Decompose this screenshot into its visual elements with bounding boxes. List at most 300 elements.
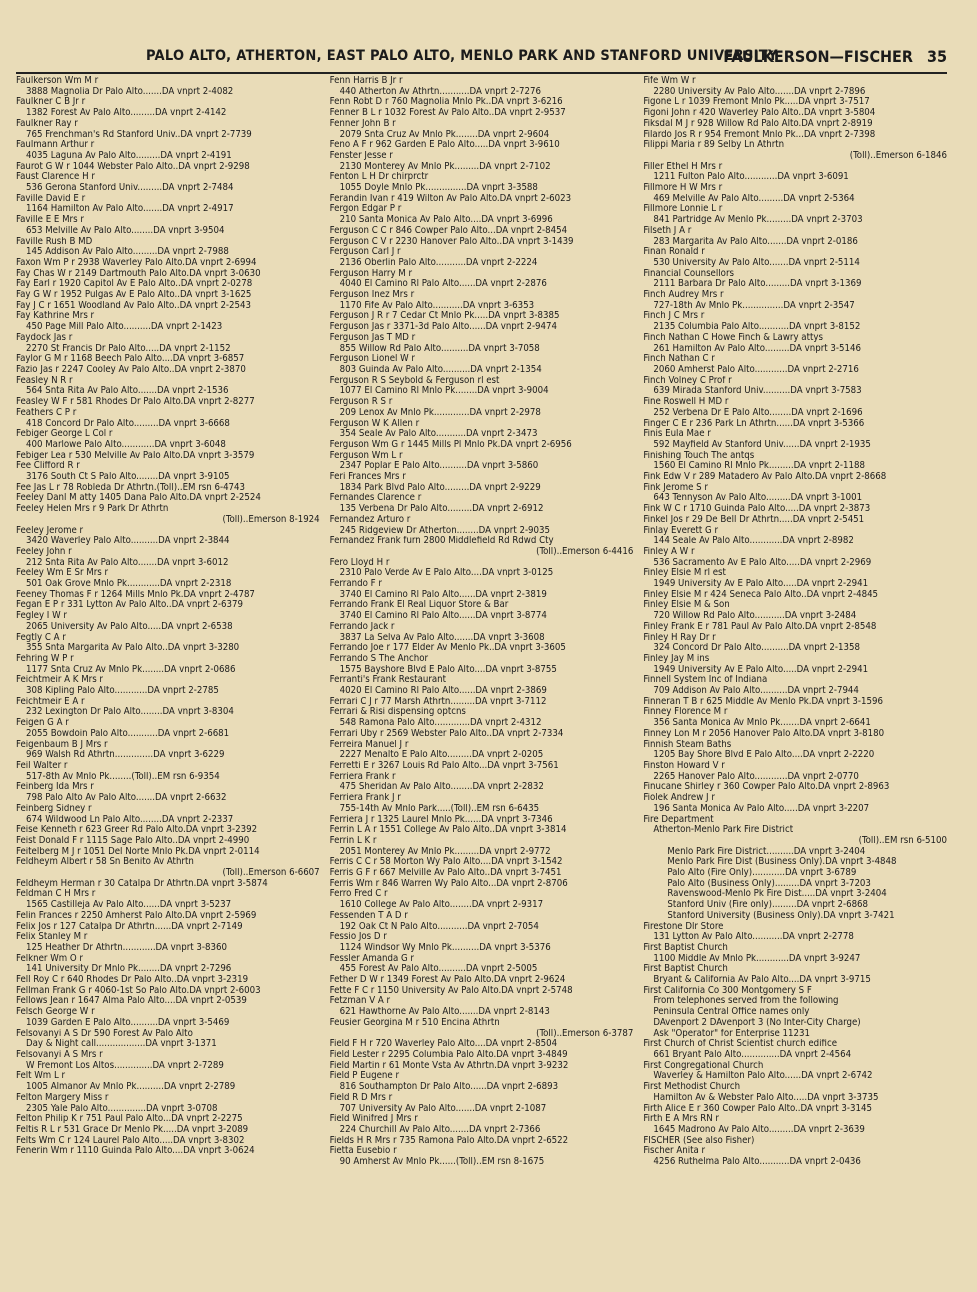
listing-line: 4035 Laguna Av Palo Alto.........DA vnprt 2-4191 xyxy=(26,150,232,161)
listing-line: 643 Tennyson Av Palo Alto.........DA vnprt 3-1001 xyxy=(653,493,863,504)
listing-line: Feeley Jerome r xyxy=(16,525,84,536)
listing-line: Ferguson Wm L r xyxy=(329,450,403,461)
directory-columns xyxy=(16,76,947,1284)
listing-line: 536 Sacramento Av E Palo Alto.....DA vnprt 2-2969 xyxy=(653,557,872,568)
listing-line: 308 Kipling Palo Alto............DA vnprt 2-2785 xyxy=(26,686,219,697)
listing-line: Fife Wm W r xyxy=(643,76,696,86)
listing-line: 501 Oak Grove Mnlo Pk............DA vnprt 2-2318 xyxy=(26,579,232,590)
listing-line: 2270 St Francis Dr Palo Alto.....DA vnprt 2-1152 xyxy=(26,343,231,354)
listing-line: 720 Willow Rd Palo Alto...........DA vnprt 3-2484 xyxy=(653,611,857,622)
listing-line: Felts Wm C r 124 Laurel Palo Alto.....DA vnprt 3-8302 xyxy=(16,1135,245,1146)
listing-line: Fegan E P r 331 Lytton Av Palo Alto..DA vnprt 2-6379 xyxy=(16,600,244,611)
listing-line: Finlay Everett G r xyxy=(643,525,719,536)
listing-line: Fenner B L r 1032 Forest Av Palo Alto..DA vnprt 2-9537 xyxy=(329,108,566,119)
listing-line: Fessenden T A D r xyxy=(329,910,408,921)
listing-line: Ferandin Ivan r 419 Wilton Av Palo Alto.DA vnprt 2-6023 xyxy=(329,193,572,204)
listing-line: 653 Melville Av Palo Alto........DA vnprt 3-9504 xyxy=(26,225,225,236)
listing-line: Finch Nathan C r xyxy=(643,354,715,365)
listing-line: Ferrin L A r 1551 College Av Palo Alto..DA vnprt 3-3814 xyxy=(329,825,567,836)
listing-line: 2280 University Av Palo Alto.......DA vnprt 2-7896 xyxy=(653,86,866,97)
listing-line: Feichtmeir E A r xyxy=(16,696,85,707)
page-header xyxy=(16,46,947,74)
listing-line: 261 Hamilton Av Palo Alto.........DA vnprt 3-5146 xyxy=(653,343,861,354)
listing-line: Field P Eugene r xyxy=(329,1071,400,1082)
listing-line: Feeley Wm E Sr Mrs r xyxy=(16,568,109,579)
listing-line: Feldheym Herman r 30 Catalpa Dr Athrtn.DA vnprt 3-5874 xyxy=(16,878,268,889)
listing-line: 418 Concord Dr Palo Alto.........DA vnprt 3-6668 xyxy=(26,418,230,429)
listing-line: Day & Night call..................DA vnprt 3-1371 xyxy=(26,1039,217,1050)
listing-line: (Toll)..Emerson 8-1924 xyxy=(222,514,320,525)
listing-line: 2065 University Av Palo Alto.....DA vnprt 2-6538 xyxy=(26,621,233,632)
listing-line: 1100 Middle Av Mnlo Pk............DA vnprt 3-9247 xyxy=(653,953,861,964)
listing-line: 1164 Hamilton Av Palo Alto.......DA vnprt 2-4917 xyxy=(26,204,234,215)
page-range-header xyxy=(723,47,947,66)
listing-line: Ferrando F r xyxy=(329,579,382,590)
listing-line: Fegtly C A r xyxy=(16,632,66,643)
listing-line: Finley Frank E r 781 Paul Av Palo Alto.DA vnprt 2-8548 xyxy=(643,621,877,632)
listing-line: Stanford University (Business Only).DA vnprt 3-7421 xyxy=(667,910,895,921)
listing-line: First Congregational Church xyxy=(643,1060,764,1071)
listing-line: Feltis R L r 531 Grace Dr Menlo Pk.....DA vnprt 3-2089 xyxy=(16,1124,249,1135)
listing-line: Finley Elsie M rl est xyxy=(643,568,726,579)
listing-line: Faust Clarence H r xyxy=(16,172,95,183)
listing-line: 798 Palo Alto Av Palo Alto.......DA vnprt 2-6632 xyxy=(26,793,227,804)
listing-line: Fee Jas L r 78 Robleda Dr Athrtn.(Toll)..EM rsn 6-4743 xyxy=(16,482,246,493)
listing-line: Bryant & California Av Palo Alto....DA vnprt 3-9715 xyxy=(653,975,871,986)
listing-line: Feeley Danl M atty 1405 Dana Palo Alto.DA vnprt 2-2524 xyxy=(16,493,261,504)
listing-line: Fine Roswell H MD r xyxy=(643,397,729,408)
listing-line: First Baptist Church xyxy=(643,942,728,953)
listing-line: 135 Verbena Dr Palo Alto.........DA vnprt 2-6912 xyxy=(339,504,544,515)
listing-line: Finston Howard V r xyxy=(643,761,725,771)
listing-line: Feasley N R r xyxy=(16,375,73,386)
listing-line: 707 University Av Palo Alto.......DA vnprt 2-1087 xyxy=(339,1103,547,1114)
listing-line: Field R D Mrs r xyxy=(329,1092,393,1103)
listing-line: Feeney Thomas F r 1264 Mills Mnlo Pk.DA vnprt 2-4787 xyxy=(16,589,255,600)
listing-line: Felton Philip K r 751 Paul Palo Alto...DA vnprt 2-2275 xyxy=(16,1114,243,1125)
listing-line: 1834 Park Blvd Palo Alto.........DA vnprt 2-9229 xyxy=(339,482,541,493)
listing-line: Finley Elsie M r 424 Seneca Palo Alto..DA vnprt 2-4845 xyxy=(643,589,879,600)
listing-line: Fernandes Clarence r xyxy=(329,493,422,504)
listing-line: 1560 El Camino Rl Mnlo Pk.........DA vnprt 2-1188 xyxy=(653,461,866,472)
listing-line: Fay J C r 1651 Woodland Av Palo Alto..DA vnprt 2-2543 xyxy=(16,300,252,311)
listing-line: Finley A W r xyxy=(643,546,695,557)
listing-line: 450 Page Mill Palo Alto..........DA vnprt 2-1423 xyxy=(26,322,223,333)
listing-line: Fernandez Frank furn 2800 Middlefield Rd Rdwd Cty xyxy=(329,536,554,547)
listing-line: Ask "Operator" for Enterprise 11231 xyxy=(653,1028,810,1039)
listing-line: 1610 College Av Palo Alto........DA vnprt 2-9317 xyxy=(339,900,544,911)
listing-line: Ravenswood-Menlo Pk Fire Dist.....DA vnprt 3-2404 xyxy=(667,889,887,900)
listing-line: 3176 South Ct S Palo Alto........DA vnprt 3-9105 xyxy=(26,472,230,483)
listing-line: Felsch George W r xyxy=(16,1007,95,1018)
listing-line: 1005 Almanor Av Mnlo Pk..........DA vnprt 2-2789 xyxy=(26,1082,236,1093)
listing-line: Fillmore Lonnie L r xyxy=(643,204,723,215)
listing-line: Ferguson Jas r 3371-3d Palo Alto......DA vnprt 2-9474 xyxy=(329,322,558,333)
listing-line: Feathers C P r xyxy=(16,407,77,418)
listing-line: 2051 Monterey Av Mnlo Pk.........DA vnprt 2-9772 xyxy=(339,846,551,857)
listing-line: 469 Melville Av Palo Alto.........DA vnprt 2-5364 xyxy=(653,193,855,204)
listing-line: 2130 Monterey Av Mnlo Pk.........DA vnprt 2-7102 xyxy=(339,161,551,172)
listing-line: FISCHER (See also Fisher) xyxy=(643,1135,755,1146)
listing-line: 709 Addison Av Palo Alto..........DA vnprt 2-7944 xyxy=(653,686,859,697)
listing-line: Felin Frances r 2250 Amherst Palo Alto.DA vnprt 2-5969 xyxy=(16,910,257,921)
listing-line: 517-8th Av Mnlo Pk........(Toll)..EM rsn 6-9354 xyxy=(26,771,220,782)
listing-line: Ferguson W K Allen r xyxy=(329,418,420,429)
listing-line: Finneran T B r 625 Middle Av Menlo Pk.DA vnprt 3-1596 xyxy=(643,696,883,707)
listing-line: 212 Snta Rita Av Palo Alto.......DA vnprt 3-6012 xyxy=(26,557,229,568)
listing-line: Ferguson C V r 2230 Hanover Palo Alto..DA vnprt 3-1439 xyxy=(329,236,574,247)
listing-line: Filseth J A r xyxy=(643,225,692,236)
listing-line: 530 University Av Palo Alto.......DA vnprt 2-5114 xyxy=(653,257,860,268)
listing-line: First Church of Christ Scientist church edifice xyxy=(643,1039,838,1050)
listing-line: Febiger Lea r 530 Melville Av Palo Alto.DA vnprt 3-3579 xyxy=(16,450,255,461)
listing-line: Finley H Ray Dr r xyxy=(643,632,716,643)
listing-line: Feise Kenneth r 623 Greer Rd Palo Alto.DA vnprt 3-2392 xyxy=(16,825,258,836)
listing-line: Faville Rush B MD xyxy=(16,236,93,247)
listing-line: 755-14th Av Mnlo Park.....(Toll)..EM rsn 6-6435 xyxy=(339,803,540,814)
listing-line: Field F H r 720 Waverley Palo Alto....DA vnprt 2-8504 xyxy=(329,1039,558,1050)
listing-line: Ferguson Harry M r xyxy=(329,268,413,279)
listing-line: Palo Alto (Business Only).........DA vnprt 3-7203 xyxy=(667,878,871,889)
listing-line: Menlo Park Fire District..........DA vnprt 3-2404 xyxy=(667,846,866,857)
listing-line: Finishing Touch The antqs xyxy=(643,450,755,461)
listing-line: Hamilton Av & Webster Palo Alto.....DA vnprt 3-3735 xyxy=(653,1092,879,1103)
listing-line: Stanford Univ (Fire only).........DA vnprt 2-6868 xyxy=(667,900,869,911)
listing-line: 639 Mirada Stanford Univ..........DA vnprt 3-7583 xyxy=(653,386,862,397)
listing-line: 1055 Doyle Mnlo Pk...............DA vnprt 3-3588 xyxy=(339,183,538,194)
listing-line: Fellows Jean r 1647 Alma Palo Alto....DA vnprt 2-0539 xyxy=(16,996,247,1007)
page-heading: PALO ALTO, ATHERTON, EAST PALO ALTO, MENLO PARK AND STANFORD UNIVERSITY xyxy=(146,48,778,64)
listing-line: Menlo Park Fire Dist (Business Only).DA vnprt 3-4848 xyxy=(667,857,897,868)
listing-line: Ferrari & Risi dispensing optcns xyxy=(329,707,466,718)
listing-line: Faydock Jas r xyxy=(16,332,73,343)
listing-line: Fire Department xyxy=(643,814,714,825)
listing-line: Fetzman V A r xyxy=(329,996,391,1007)
listing-line: Ferrando Jack r xyxy=(329,621,395,632)
listing-line: Ferris C C r 58 Morton Wy Palo Alto....DA vnprt 3-1542 xyxy=(329,857,563,868)
listing-line: Fink Edw V r 289 Matadero Av Palo Alto.DA vnprt 2-8668 xyxy=(643,472,887,483)
listing-line: (Toll)..Emerson 6-6607 xyxy=(222,868,320,879)
page-number: 35 xyxy=(926,47,947,66)
listing-line: Field Lester r 2295 Columbia Palo Alto.DA vnprt 3-4849 xyxy=(329,1049,568,1060)
listing-line: 3888 Magnolia Dr Palo Alto.......DA vnprt 2-4082 xyxy=(26,86,234,97)
listing-line: Ferrando Frank El Real Liquor Store & Bar xyxy=(329,600,509,611)
listing-line: Feinberg Ida Mrs r xyxy=(16,782,94,793)
listing-line: Field Winifred J Mrs r xyxy=(329,1114,418,1125)
listing-line: Felix Jos r 127 Catalpa Dr Athrtn......DA vnprt 2-7149 xyxy=(16,921,243,932)
listing-line: Feno A F r 962 Garden E Palo Alto.....DA vnprt 3-9610 xyxy=(329,140,560,151)
listing-line: Field Martin r 61 Monte Vsta Av Athrtn.DA vnprt 3-9232 xyxy=(329,1060,569,1071)
listing-line: Fillmore H W Mrs r xyxy=(643,183,723,194)
listing-line: Fenster Jesse r xyxy=(329,150,393,161)
listing-line: 145 Addison Av Palo Alto.........DA vnprt 2-7988 xyxy=(26,247,229,258)
listing-line: Felton Margery Miss r xyxy=(16,1092,109,1103)
listing-line: Finnish Steam Baths xyxy=(643,739,732,750)
listing-line: Feichtmeir A K Mrs r xyxy=(16,675,103,686)
listing-line: Ferguson Wm G r 1445 Mills Pl Mnlo Pk.DA vnprt 2-6956 xyxy=(329,439,572,450)
listing-line: Ferguson R S Seybold & Ferguson rl est xyxy=(329,375,500,386)
listing-line: Firth E A Mrs RN r xyxy=(643,1114,719,1125)
listing-line: Ferguson Carl J r xyxy=(329,247,401,258)
listing-line: Feri Frances Mrs r xyxy=(329,472,406,483)
listing-line: Ferris G F r 667 Melville Av Palo Alto..DA vnprt 3-7451 xyxy=(329,868,562,879)
listing-line: Fietta Eusebio r xyxy=(329,1146,397,1157)
listing-line: 765 Frenchman's Rd Stanford Univ..DA vnprt 2-7739 xyxy=(26,129,252,140)
listing-line: Firestone Dlr Store xyxy=(643,921,724,932)
listing-line: Fay G W r 1952 Pulgas Av E Palo Alto..DA vnprt 3-1625 xyxy=(16,290,252,301)
listing-line: 224 Churchill Av Palo Alto.......DA vnprt 2-7366 xyxy=(339,1124,541,1135)
listing-line: Ferro Fred C r xyxy=(329,889,388,900)
listing-line: Feusier Georgina M r 510 Encina Athrtn xyxy=(329,1017,500,1028)
listing-line: Faulkner Ray r xyxy=(16,118,78,129)
listing-line: 548 Ramona Palo Alto.............DA vnprt 2-4312 xyxy=(339,718,542,729)
listing-line: 536 Gerona Stanford Univ.........DA vnprt 2-7484 xyxy=(26,183,234,194)
listing-line: Ferriera Frank J r xyxy=(329,793,401,804)
listing-line: Ferguson J R r 7 Cedar Ct Mnlo Pk.....DA vnprt 3-8385 xyxy=(329,311,560,322)
listing-line: 2227 Menalto E Palo Alto.........DA vnprt 2-0205 xyxy=(339,750,544,761)
listing-line: Ferguson Jas T MD r xyxy=(329,332,416,343)
listing-line: 196 Santa Monica Av Palo Alto.....DA vnprt 3-2207 xyxy=(653,803,870,814)
listing-line: Ferrari Uby r 2569 Webster Palo Alto..DA vnprt 2-7334 xyxy=(329,728,564,739)
listing-line: Felsovanyi A S Dr 590 Forest Av Palo Alto xyxy=(16,1028,193,1039)
listing-line: 192 Oak Ct N Palo Alto...........DA vnprt 2-7054 xyxy=(339,921,539,932)
listing-line: Fenerin Wm r 1110 Guinda Palo Alto....DA vnprt 3-0624 xyxy=(16,1146,255,1157)
listing-line: 245 Ridgeview Dr Atherton........DA vnprt 2-9035 xyxy=(339,525,551,536)
listing-line: Finnell System Inc of Indiana xyxy=(643,675,768,686)
listing-line: Fether D W r 1349 Forest Av Palo Alto.DA vnprt 2-9624 xyxy=(329,975,566,986)
listing-line: First California Co 300 Montgomery S F xyxy=(643,985,812,996)
listing-line: 3740 El Camino Rl Palo Alto......DA vnprt 3-8774 xyxy=(339,611,547,622)
listing-line: Fessio Jos D r xyxy=(329,932,387,943)
listing-line: 210 Santa Monica Av Palo Alto....DA vnprt 3-6996 xyxy=(339,215,553,226)
listing-line: Faulmann Arthur r xyxy=(16,140,95,151)
listing-line: Finley Elsie M & Son xyxy=(643,600,730,611)
listing-line: Filippi Maria r 89 Selby Ln Athrtn xyxy=(643,140,785,151)
listing-line: Fehring W P r xyxy=(16,653,74,664)
listing-line: 1211 Fulton Palo Alto............DA vnprt 3-6091 xyxy=(653,172,849,183)
listing-line: 324 Concord Dr Palo Alto..........DA vnprt 2-1358 xyxy=(653,643,860,654)
listing-line: Ferriera Frank r xyxy=(329,771,396,782)
listing-line: 727-18th Av Mnlo Pk...............DA vnprt 2-3547 xyxy=(653,300,855,311)
listing-line: Felix Stanley M r xyxy=(16,932,88,943)
listing-line: 144 Seale Av Palo Alto............DA vnprt 2-8982 xyxy=(653,536,854,547)
listing-line: Atherton-Menlo Park Fire District xyxy=(653,825,794,836)
listing-line: 674 Wildwood Ln Palo Alto........DA vnprt 2-2337 xyxy=(26,814,234,825)
listing-line: Finan Ronald r xyxy=(643,247,705,258)
listing-line: 354 Seale Av Palo Alto...........DA vnprt 2-3473 xyxy=(339,429,538,440)
listing-line: 455 Forest Av Palo Alto..........DA vnprt 2-5005 xyxy=(339,964,538,975)
listing-line: Fenn Harris B Jr r xyxy=(329,76,403,86)
listing-line: 141 University Dr Mnlo Pk........DA vnprt 2-7296 xyxy=(26,964,232,975)
listing-line: Finney Lon M r 2056 Hanover Palo Alto.DA vnprt 3-8180 xyxy=(643,728,885,739)
listing-line: Fergon Edgar P r xyxy=(329,204,402,215)
listing-line: 3740 El Camino Rl Palo Alto......DA vnprt 2-3819 xyxy=(339,589,547,600)
listing-line: 440 Atherton Av Athrtn...........DA vnprt 2-7276 xyxy=(339,86,541,97)
listing-line: Fields H R Mrs r 735 Ramona Palo Alto.DA vnprt 2-6522 xyxy=(329,1135,569,1146)
listing-line: 1039 Garden E Palo Alto..........DA vnprt 3-5469 xyxy=(26,1017,230,1028)
listing-line: Fiolek Andrew J r xyxy=(643,793,715,804)
listing-line: Ferguson C C r 846 Cowper Palo Alto...DA vnprt 2-8454 xyxy=(329,225,568,236)
listing-line: 1177 Snta Cruz Av Mnlo Pk........DA vnprt 2-0686 xyxy=(26,664,236,675)
listing-line: 2079 Snta Cruz Av Mnlo Pk........DA vnprt 2-9604 xyxy=(339,129,550,140)
listing-line: Fenn Robt D r 760 Magnolia Mnlo Pk..DA vnprt 3-6216 xyxy=(329,97,563,108)
entry-range: FAULKERSON—FISCHER xyxy=(723,47,913,66)
listing-line: Faville David E r xyxy=(16,193,86,204)
column-2 xyxy=(330,76,634,1284)
listing-line: Ferranti's Frank Restaurant xyxy=(329,675,447,686)
listing-line: 3420 Waverley Palo Alto..........DA vnprt 2-3844 xyxy=(26,536,230,547)
listing-line: Feinberg Sidney r xyxy=(16,803,92,814)
listing-line: 1645 Madrono Av Palo Alto.........DA vnprt 2-3639 xyxy=(653,1124,865,1135)
listing-line: Fazio Jas r 2247 Cooley Av Palo Alto..DA vnprt 2-3870 xyxy=(16,364,246,375)
listing-line: Felsovanyi A S Mrs r xyxy=(16,1049,103,1060)
listing-line: From telephones served from the following xyxy=(653,996,839,1007)
listing-line: First Methodist Church xyxy=(643,1082,741,1093)
listing-line: Fay Chas W r 2149 Dartmouth Palo Alto.DA vnprt 3-0630 xyxy=(16,268,261,279)
listing-line: 90 Amherst Av Mnlo Pk......(Toll)..EM rsn 8-1675 xyxy=(339,1157,545,1168)
listing-line: 841 Partridge Av Menlo Pk.........DA vnprt 2-3703 xyxy=(653,215,863,226)
listing-line: Peninsula Central Office names only xyxy=(653,1007,810,1018)
listing-line: Faurot G W r 1044 Webster Palo Alto..DA vnprt 2-9298 xyxy=(16,161,250,172)
listing-line: Felt Wm L r xyxy=(16,1071,66,1082)
listing-line: Finch Nathan C Howe Finch & Lawry attys xyxy=(643,332,823,343)
listing-line: 1077 El Camino Rl Mnlo Pk........DA vnprt 3-9004 xyxy=(339,386,549,397)
listing-line: Febiger George L Col r xyxy=(16,429,113,440)
listing-line: Felkner Wm O r xyxy=(16,953,83,964)
listing-line: 232 Lexington Dr Palo Alto........DA vnprt 3-8304 xyxy=(26,707,234,718)
listing-line: Filardo Jos R r 954 Fremont Mnlo Pk...DA vnprt 2-7398 xyxy=(643,129,876,140)
listing-line: 3837 La Selva Av Palo Alto.......DA vnprt 3-3608 xyxy=(339,632,545,643)
listing-line: 283 Margarita Av Palo Alto.......DA vnprt 2-0186 xyxy=(653,236,858,247)
listing-line: Feasley W F r 581 Rhodes Dr Palo Alto.DA vnprt 2-8277 xyxy=(16,397,255,408)
listing-line: Feigenbaum B J Mrs r xyxy=(16,739,108,750)
listing-line: 803 Guinda Av Palo Alto..........DA vnprt 2-1354 xyxy=(339,364,542,375)
listing-line: Finley Jay M ins xyxy=(643,653,710,664)
listing-line: Faulkerson Wm M r xyxy=(16,76,99,86)
listing-line: 2265 Hanover Palo Alto............DA vnprt 2-0770 xyxy=(653,771,859,782)
listing-line: 855 Willow Rd Palo Alto..........DA vnprt 3-7058 xyxy=(339,343,540,354)
listing-line: Feldman C H Mrs r xyxy=(16,889,96,900)
listing-line: Fink W C r 1710 Guinda Palo Alto.....DA vnprt 2-3873 xyxy=(643,504,871,515)
listing-line: 355 Snta Margarita Av Palo Alto..DA vnprt 3-3280 xyxy=(26,643,240,654)
listing-line: Finch Audrey Mrs r xyxy=(643,290,724,301)
listing-line: Ferrando S The Anchor xyxy=(329,653,429,664)
listing-line: (Toll)..Emerson 6-3787 xyxy=(536,1028,634,1039)
listing-line: Fischer Anita r xyxy=(643,1146,706,1157)
listing-line: Filler Ethel H Mrs r xyxy=(643,161,723,172)
listing-line: Fiksdal M J r 928 Willow Rd Palo Alto.DA vnprt 2-8919 xyxy=(643,118,873,129)
listing-line: Feldheym Albert r 58 Sn Benito Av Athrtn xyxy=(16,857,194,868)
listing-line: Ferriera J r 1325 Laurel Mnlo Pk......DA vnprt 3-7346 xyxy=(329,814,553,825)
listing-line: 564 Snta Rita Av Palo Alto.......DA vnprt 2-1536 xyxy=(26,386,229,397)
listing-line: 1124 Windsor Wy Mnlo Pk..........DA vnprt 3-5376 xyxy=(339,942,551,953)
listing-line: Fessler Amanda G r xyxy=(329,953,414,964)
listing-line: 1575 Bayshore Blvd E Palo Alto....DA vnprt 3-8755 xyxy=(339,664,557,675)
listing-line: Feeley Helen Mrs r 9 Park Dr Athrtn xyxy=(16,504,169,515)
listing-line: 2347 Poplar E Palo Alto..........DA vnprt 3-5860 xyxy=(339,461,539,472)
listing-line: 2060 Amherst Palo Alto............DA vnprt 2-2716 xyxy=(653,364,859,375)
listing-line: Ferrin L K r xyxy=(329,835,377,846)
listing-line: Ferreira Manuel J r xyxy=(329,739,409,750)
listing-line: Figone L r 1039 Fremont Mnlo Pk.....DA vnprt 3-7517 xyxy=(643,97,870,108)
column-1 xyxy=(16,76,320,1284)
listing-line: 1170 Fife Av Palo Alto...........DA vnprt 3-6353 xyxy=(339,300,535,311)
listing-line: Fay Earl r 1920 Capitol Av E Palo Alto..DA vnprt 2-0278 xyxy=(16,279,253,290)
listing-line: 1949 University Av E Palo Alto.....DA vnprt 2-2941 xyxy=(653,579,869,590)
listing-line: 1565 Castilleja Av Palo Alto......DA vnprt 3-5237 xyxy=(26,900,232,911)
listing-line: Ferris Wm r 846 Warren Wy Palo Alto...DA vnprt 2-8706 xyxy=(329,878,568,889)
listing-line: Feil Walter r xyxy=(16,761,68,771)
listing-line: 4040 El Camino Rl Palo Alto......DA vnprt 2-2876 xyxy=(339,279,547,290)
listing-line: DAvenport 2 DAvenport 3 (No Inter-City Charge) xyxy=(653,1017,861,1028)
listing-line: Fellman Frank G r 4060-1st So Palo Alto.DA vnprt 2-6003 xyxy=(16,985,261,996)
listing-line: Ferretti E r 3267 Louis Rd Palo Alto...DA vnprt 3-7561 xyxy=(329,761,559,771)
listing-line: 2310 Palo Verde Av E Palo Alto....DA vnprt 3-0125 xyxy=(339,568,554,579)
listing-line: 252 Verbena Dr E Palo Alto........DA vnprt 2-1696 xyxy=(653,407,863,418)
listing-line: 2111 Barbara Dr Palo Alto.........DA vnprt 3-1369 xyxy=(653,279,862,290)
listing-line: 131 Lytton Av Palo Alto...........DA vnprt 2-2778 xyxy=(653,932,854,943)
listing-line: Financial Counsellors xyxy=(643,268,734,279)
listing-line: 4020 El Camino Rl Palo Alto......DA vnprt 2-3869 xyxy=(339,686,547,697)
listing-line: Waverley & Hamilton Palo Alto......DA vnprt 2-6742 xyxy=(653,1071,873,1082)
listing-line: Feist Donald F r 1115 Sage Palo Alto..DA vnprt 2-4990 xyxy=(16,835,250,846)
listing-line: 2305 Yale Palo Alto..............DA vnprt 3-0708 xyxy=(26,1103,218,1114)
listing-line: 1949 University Av E Palo Alto.....DA vnprt 2-2941 xyxy=(653,664,869,675)
listing-line: 1382 Forest Av Palo Alto.........DA vnprt 2-4142 xyxy=(26,108,227,119)
listing-line: Finney Florence M r xyxy=(643,707,728,718)
listing-line: First Baptist Church xyxy=(643,964,728,975)
listing-line: 125 Heather Dr Athrtn............DA vnprt 3-8360 xyxy=(26,942,227,953)
listing-line: W Fremont Los Altos..............DA vnprt 2-7289 xyxy=(26,1060,224,1071)
listing-line: 592 Mayfield Av Stanford Univ......DA vnprt 2-1935 xyxy=(653,439,871,450)
listing-line: 475 Sheridan Av Palo Alto........DA vnprt 2-2832 xyxy=(339,782,544,793)
listing-line: (Toll)..Emerson 6-1846 xyxy=(849,150,948,161)
listing-line: Fero Lloyd H r xyxy=(329,557,390,568)
listing-line: Feigen G A r xyxy=(16,718,69,729)
listing-line: Finger C E r 236 Park Ln Athrtn......DA vnprt 3-5366 xyxy=(643,418,865,429)
listing-line: Finucane Shirley r 360 Cowper Palo Alto.DA vnprt 2-8963 xyxy=(643,782,890,793)
listing-line: Finkel Jos r 29 De Bell Dr Athrtn.....DA vnprt 2-5451 xyxy=(643,514,865,525)
listing-line: 4256 Ruthelma Palo Alto...........DA vnprt 2-0436 xyxy=(653,1157,861,1168)
listing-line: 2136 Oberlin Palo Alto...........DA vnprt 2-2224 xyxy=(339,257,538,268)
listing-line: Fegley I W r xyxy=(16,611,67,622)
listing-line: Fee Clifford R r xyxy=(16,461,80,472)
listing-line: 2135 Columbia Palo Alto...........DA vnprt 3-8152 xyxy=(653,322,861,333)
listing-line: Ferguson R S r xyxy=(329,397,393,408)
listing-line: Fette F C r 1150 University Av Palo Alto.DA vnprt 2-5748 xyxy=(329,985,573,996)
listing-line: Ferrari C J r 77 Marsh Athrtn.........DA vnprt 3-7112 xyxy=(329,696,547,707)
listing-line: 1205 Bay Shore Blvd E Palo Alto....DA vnprt 2-2220 xyxy=(653,750,875,761)
listing-line: Figoni John r 420 Waverley Palo Alto..DA vnprt 3-5804 xyxy=(643,108,876,119)
listing-line: 2055 Bowdoin Palo Alto...........DA vnprt 2-6681 xyxy=(26,728,230,739)
listing-line: Fernandez Arturo r xyxy=(329,514,411,525)
listing-line: Faylor G M r 1168 Beech Palo Alto....DA vnprt 3-6857 xyxy=(16,354,245,365)
listing-line: 356 Santa Monica Av Mnlo Pk.......DA vnprt 2-6641 xyxy=(653,718,871,729)
listing-line: 661 Bryant Palo Alto..............DA vnprt 2-4564 xyxy=(653,1049,852,1060)
listing-line: Fay Kathrine Mrs r xyxy=(16,311,95,322)
listing-line: 209 Lenox Av Mnlo Pk.............DA vnprt 2-2978 xyxy=(339,407,541,418)
listing-line: 816 Southampton Dr Palo Alto......DA vnprt 2-6893 xyxy=(339,1082,559,1093)
listing-line: Finch J C Mrs r xyxy=(643,311,705,322)
listing-line: Feitelberg M J r 1051 Del Norte Mnlo Pk.DA vnprt 2-0114 xyxy=(16,846,260,857)
listing-line: (Toll)..Emerson 6-4416 xyxy=(536,546,634,557)
listing-line: Fenton L H Dr chirprctr xyxy=(329,172,429,183)
listing-line: Fell Roy C r 640 Rhodes Dr Palo Alto..DA vnprt 3-2319 xyxy=(16,975,249,986)
listing-line: Ferguson Lionel W r xyxy=(329,354,415,365)
listing-line: Ferrando Joe r 177 Elder Av Menlo Pk..DA vnprt 3-3605 xyxy=(329,643,566,654)
listing-line: 621 Hawthorne Av Palo Alto.......DA vnprt 2-8143 xyxy=(339,1007,550,1018)
listing-line: Fenner John B r xyxy=(329,118,396,129)
